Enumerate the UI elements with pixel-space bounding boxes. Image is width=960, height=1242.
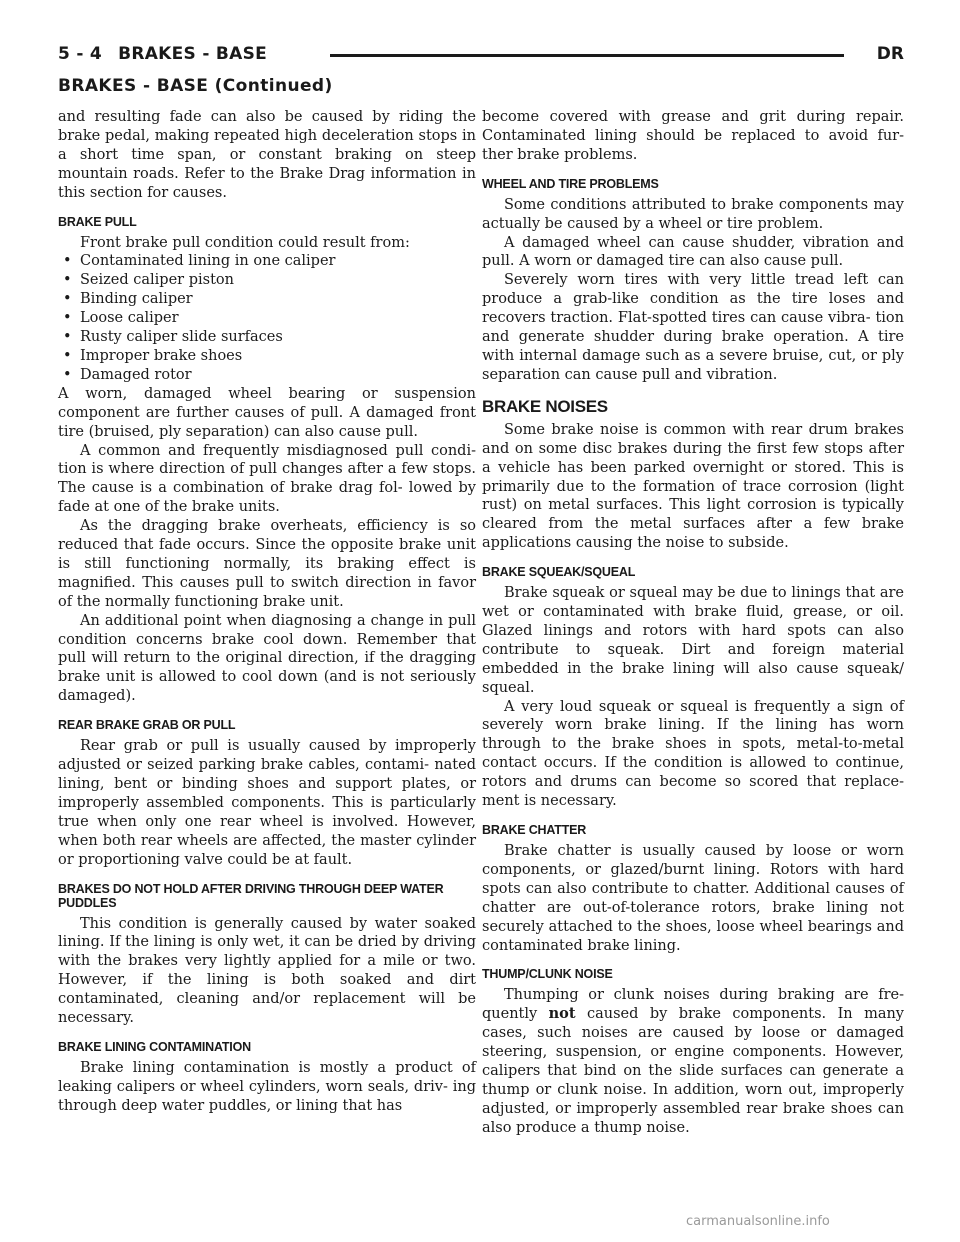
- header-rule: [330, 54, 844, 57]
- paragraph-wheel-3: Severely worn tires with very little tread left can produce a grab-like condition as the tire loses and recovers traction. Flat-spotted tires can cause vibra- tion and generate shudder during brake operation. A tire with internal damage such as a severe bruise, cut, or ply separation can cause pull and vibration.: [482, 272, 904, 383]
- paragraph-noises: Some brake noise is common with rear drum brakes and on some disc brakes during the first few stops after a vehicle has been parked overnight or stored. This is primarily due to the formation of trace corrosion (light rust) on metal surfaces. This light corrosion is typically cleared from the metal surfaces after a few brake applications causing the noise to subside.: [482, 421, 904, 552]
- paragraph-wheel-2: A damaged wheel can cause shudder, vibration and pull. A worn or damaged tire can also cause pull.: [482, 234, 904, 270]
- right-column: [482, 108, 904, 1138]
- heading-lining-contamination: BRAKE LINING CONTAMINATION: [58, 1039, 251, 1054]
- heading-thump: THUMP/CLUNK NOISE: [482, 967, 613, 982]
- list-item: • Binding caliper: [58, 290, 476, 309]
- paragraph-fade: and resulting fade can also be caused by riding the brake pedal, making repeated high deceleration stops in a short time span, or constant braking on steep mountain roads. Refer to the Brake Drag information in this section for causes.: [58, 109, 476, 201]
- thump-text-a: Thumping or clunk noises during braking are fre- quently: [482, 987, 904, 1023]
- header-code: DR: [876, 44, 904, 64]
- paragraph-thump: [482, 986, 904, 1137]
- list-item: • Loose caliper: [58, 309, 476, 328]
- heading-brake-pull: BRAKE PULL: [58, 214, 137, 229]
- list-item: • Damaged rotor: [58, 366, 476, 385]
- paragraph-squeak-2: A very loud squeak or squeal is frequently a sign of severely worn brake lining. If the lining has worn through to the brake shoes in spots, metal-to-metal contact occurs. If the condition is allowed to continue, rotors and drums can become so scored that replace- ment is necessary.: [482, 698, 904, 810]
- thump-text-b: caused by brake components. In many cases, such noises are caused by loose or damaged steering, suspension, or engine components. However, calipers that bind on the slide surfaces can generate a thump or clunk noise. In addition, worn out, improperly adjusted, or improperly assembled rear brake shoes can also produce a thump noise.: [482, 1006, 904, 1136]
- paragraph-lining-contamination: Brake lining contamination is mostly a product of leaking calipers or wheel cylinders, worn seals, driv- ing through deep water puddles, or lining that has: [58, 1059, 476, 1114]
- continued-title: BRAKES - BASE (Continued): [58, 76, 333, 96]
- paragraph-pull-4: An additional point when diagnosing a change in pull condition concerns brake cool down. Remember that pull will return to the original direction, if the dragging brake unit is allowed to cool down (and is not seriously damaged).: [58, 612, 476, 705]
- paragraph-wheel-1: Some conditions attributed to brake components may actually be caused by a wheel or tire problem.: [482, 196, 904, 232]
- list-item: • Rusty caliper slide surfaces: [58, 328, 476, 347]
- footer-watermark: carmanualsonline.info: [686, 1214, 830, 1229]
- header-title: BRAKES - BASE: [118, 44, 268, 64]
- list-item: • Seized caliper piston: [58, 271, 476, 290]
- heading-brake-noises: BRAKE NOISES: [482, 396, 608, 416]
- paragraph-chatter: Brake chatter is usually caused by loose or worn components, or glazed/burnt lining. Rotors with hard spots can also contribute to chatter. Additional causes of chatter are out-of-tolerance rotors, brake lining not securely attached to the shoes, loose wheel bearings and contaminated brake lining.: [482, 843, 904, 954]
- list-item: • Contaminated lining in one caliper: [58, 252, 476, 271]
- list-item: • Improper brake shoes: [58, 347, 476, 366]
- heading-wheel-tire: WHEEL AND TIRE PROBLEMS: [482, 176, 659, 191]
- paragraph-pull-3: As the dragging brake overheats, efficiency is so reduced that fade occurs. Since the opposite brake unit is still functioning normally, its braking effect is magnified. This causes pull to switch direction in favor of the normally functioning brake unit.: [58, 518, 476, 610]
- emphasis-not: not: [548, 1005, 576, 1023]
- heading-chatter: BRAKE CHATTER: [482, 823, 587, 837]
- heading-squeak: BRAKE SQUEAK/SQUEAL: [482, 565, 636, 580]
- paragraph-pull-intro: Front brake pull condition could result from:: [80, 234, 410, 251]
- paragraph-water-puddles: This condition is generally caused by water soaked lining. If the lining is only wet, it can be dried by driving with the brakes very lightly applied for a mile or two. However, if the lining is both soaked and dirt contaminated, cleaning and/or replacement will be necessary.: [58, 915, 476, 1027]
- paragraph-rear-grab: Rear grab or pull is usually caused by improperly adjusted or seized parking brake cables, contami- nated lining, bent or binding shoes and support plates, or improperly assembled components. This is particularly true when only one rear wheel is involved. However, when both rear wheels are affected, the master cylinder or proportioning valve could be at fault.: [58, 738, 476, 868]
- paragraph-squeak-1: Brake squeak or squeal may be due to linings that are wet or contaminated with brake fluid, grease, or oil. Glazed linings and rotors with hard spots can also contribute to squeak. Dirt and foreign material embedded in the brake lining will also cause squeak/ squeal.: [482, 585, 904, 696]
- heading-rear-grab: REAR BRAKE GRAB OR PULL: [58, 718, 236, 733]
- header-left: [58, 44, 267, 64]
- paragraph-contam-cont: become covered with grease and grit during repair. Contaminated lining should be replaced to avoid fur- ther brake problems.: [482, 109, 904, 163]
- paragraph-pull-1: A worn, damaged wheel bearing or suspension component are further causes of pull. A damaged front tire (bruised, ply separation) can also cause pull.: [58, 385, 476, 440]
- paragraph-pull-2: A common and frequently misdiagnosed pull condi- tion is where direction of pull changes after a few stops. The cause is a combination of brake drag fol- lowed by fade at one of the brake units.: [58, 442, 476, 516]
- page-number: 5 - 4: [58, 44, 103, 64]
- pull-causes-list: [58, 252, 476, 384]
- page-header: [58, 44, 904, 74]
- heading-water-puddles: BRAKES DO NOT HOLD AFTER DRIVING THROUGH DEEP WATER PUDDLES: [58, 881, 444, 910]
- left-column: [58, 108, 476, 1116]
